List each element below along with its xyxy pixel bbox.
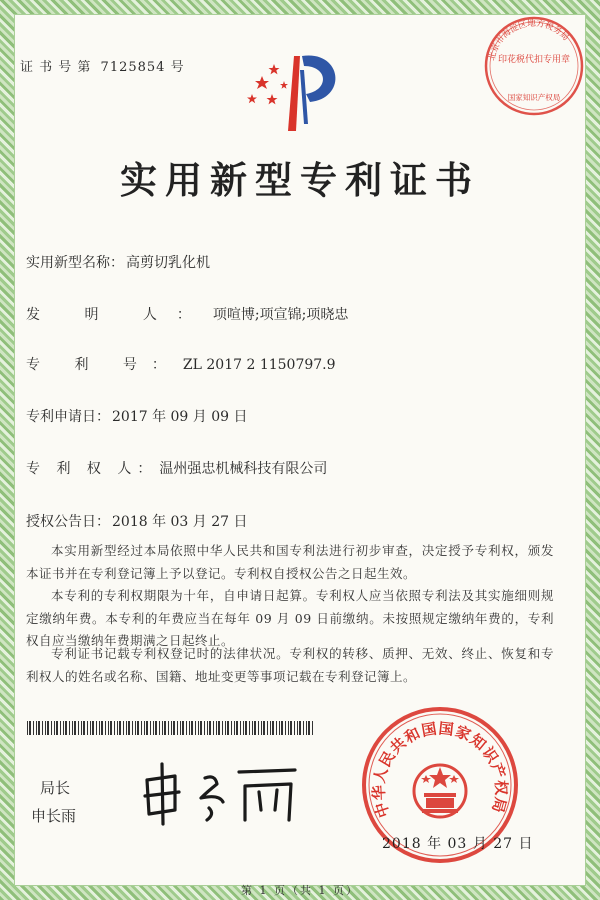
field-value: 高剪切乳化机 [126,255,210,271]
tax-stamp [482,14,586,118]
field-label: 发 明 人： [26,307,211,323]
field-grant-date [26,511,248,531]
paragraph-grant: 本实用新型经过本局依照中华人民共和国专利法进行初步审查，决定授予专利权，颁发本证书并在专利登记簿上予以登记。专利权自授权公告之日起生效。 [26,543,554,581]
field-label: 专 利 权 人： [26,461,158,477]
field-label: 专 利 号： [26,357,181,373]
field-patentee [26,458,327,478]
tax-stamp-ring-text: 北京市海淀区地方税务局 [487,18,571,62]
field-application-date [26,406,248,426]
star-icon [247,64,288,104]
field-patent-number [26,354,336,374]
field-inventors [26,304,348,324]
national-emblem-icon [414,765,466,817]
field-label: 专利申请日： [26,409,110,425]
barcode [27,721,313,735]
field-value: 项喧博;项宣锦;项晓忠 [212,307,349,323]
field-utility-model-name [26,252,210,272]
field-value: 温州强忠机械科技有限公司 [159,461,328,477]
field-value: 2017 年 09 月 09 日 [112,409,248,425]
certificate-number-suffix: 号 [170,60,185,75]
paragraph-legal-status: 专利证书记载专利权登记时的法律状况。专利权的转移、质押、无效、终止、恢复和专利权人的姓名或名称、国籍、地址变更等事项记载在专利登记簿上。 [26,646,554,684]
field-value: 2018 年 03 月 27 日 [112,514,248,530]
certificate-number-value: 7125854 [100,60,166,75]
certificate-number [20,56,185,75]
certificate-number-label: 证 书 号 第 [20,60,92,75]
paragraph-term: 本专利的专利权期限为十年，自申请日起算。专利权人应当依照专利法及其实施细则规定缴纳年费。本专利的年费应当在每年 09 月 09 日前缴纳。未按照规定缴纳年费的，专利权自应当缴纳年费期满之日起终止。 [26,588,554,648]
field-value: ZL 2017 2 1150797.9 [182,357,336,373]
field-label: 授权公告日： [26,514,110,530]
tax-stamp-center-text: 印花税代扣专用章 [497,55,571,65]
director-role: 局长 [40,779,71,797]
page-title: 实用新型专利证书 [120,158,480,202]
director-signature [135,758,315,828]
seal-ring-text: 中华人民共和国国家知识产权局 [369,719,511,820]
director-name: 申长雨 [31,807,77,825]
page-footer: 第 1 页（共 1 页） [241,884,359,897]
issue-date: 2018 年 03 月 27 日 [382,836,534,852]
field-label: 实用新型名称： [26,255,124,271]
tax-stamp-bottom-text: 国家知识产权局 [507,93,561,102]
patent-office-logo [244,36,354,136]
